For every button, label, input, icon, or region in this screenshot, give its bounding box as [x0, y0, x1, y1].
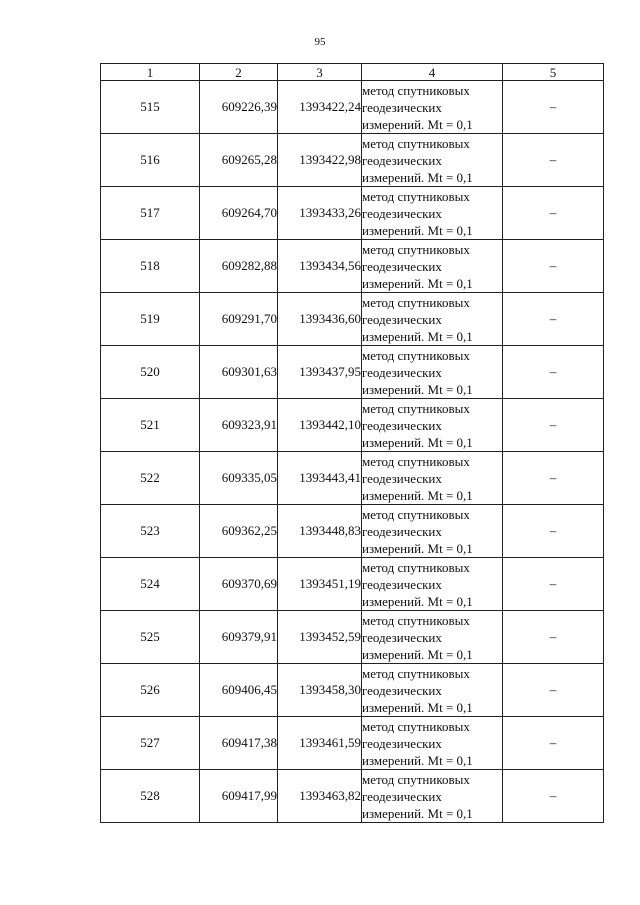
table-row	[101, 293, 604, 346]
x-coordinate-cell: 609323,91	[200, 399, 278, 452]
header-cell-3: 3	[278, 64, 362, 81]
table-body	[101, 81, 604, 823]
method-line: геодезических	[362, 311, 442, 327]
method-line: измерений. Mt = 0,1	[362, 540, 473, 556]
page-number: 95	[314, 36, 326, 48]
method-line: геодезических	[362, 523, 442, 539]
point-number-cell: 522	[101, 452, 200, 505]
table-row	[101, 346, 604, 399]
method-line: геодезических	[362, 682, 442, 698]
method-line: измерений. Mt = 0,1	[362, 328, 473, 344]
x-coordinate-cell: 609264,70	[200, 187, 278, 240]
point-number-cell: 515	[101, 81, 200, 134]
method-line: метод спутниковых	[362, 135, 470, 151]
table-header-row	[101, 64, 604, 81]
y-coordinate-cell: 1393448,83	[278, 505, 362, 558]
note-cell: –	[503, 558, 604, 611]
method-line: метод спутниковых	[362, 771, 470, 787]
table-row	[101, 187, 604, 240]
note-cell: –	[503, 346, 604, 399]
x-coordinate-cell: 609379,91	[200, 611, 278, 664]
table-row	[101, 558, 604, 611]
note-cell: –	[503, 770, 604, 823]
x-coordinate-cell: 609417,99	[200, 770, 278, 823]
note-cell: –	[503, 717, 604, 770]
method-line: измерений. Mt = 0,1	[362, 169, 473, 185]
method-line: геодезических	[362, 576, 442, 592]
y-coordinate-cell: 1393422,24	[278, 81, 362, 134]
method-line: измерений. Mt = 0,1	[362, 805, 473, 821]
header-cell-5: 5	[503, 64, 604, 81]
method-cell	[362, 558, 503, 611]
note-cell: –	[503, 81, 604, 134]
header-cell-1: 1	[101, 64, 200, 81]
x-coordinate-cell: 609406,45	[200, 664, 278, 717]
note-cell: –	[503, 187, 604, 240]
method-line: геодезических	[362, 629, 442, 645]
method-line: измерений. Mt = 0,1	[362, 487, 473, 503]
method-cell	[362, 452, 503, 505]
y-coordinate-cell: 1393437,95	[278, 346, 362, 399]
point-number-cell: 525	[101, 611, 200, 664]
point-number-cell: 517	[101, 187, 200, 240]
note-cell: –	[503, 611, 604, 664]
note-cell: –	[503, 505, 604, 558]
header-cell-4: 4	[362, 64, 503, 81]
method-line: геодезических	[362, 788, 442, 804]
point-number-cell: 523	[101, 505, 200, 558]
method-cell	[362, 293, 503, 346]
y-coordinate-cell: 1393434,56	[278, 240, 362, 293]
method-cell	[362, 664, 503, 717]
y-coordinate-cell: 1393443,41	[278, 452, 362, 505]
method-line: геодезических	[362, 205, 442, 221]
method-line: измерений. Mt = 0,1	[362, 381, 473, 397]
method-line: измерений. Mt = 0,1	[362, 699, 473, 715]
method-line: геодезических	[362, 99, 442, 115]
x-coordinate-cell: 609335,05	[200, 452, 278, 505]
note-cell: –	[503, 399, 604, 452]
method-line: метод спутниковых	[362, 188, 470, 204]
method-line: метод спутниковых	[362, 294, 470, 310]
point-number-cell: 524	[101, 558, 200, 611]
x-coordinate-cell: 609226,39	[200, 81, 278, 134]
method-line: измерений. Mt = 0,1	[362, 434, 473, 450]
table-row	[101, 81, 604, 134]
method-cell	[362, 505, 503, 558]
method-line: измерений. Mt = 0,1	[362, 593, 473, 609]
method-line: измерений. Mt = 0,1	[362, 646, 473, 662]
note-cell: –	[503, 134, 604, 187]
y-coordinate-cell: 1393433,26	[278, 187, 362, 240]
method-line: метод спутниковых	[362, 665, 470, 681]
method-line: измерений. Mt = 0,1	[362, 222, 473, 238]
method-cell	[362, 134, 503, 187]
y-coordinate-cell: 1393436,60	[278, 293, 362, 346]
point-number-cell: 519	[101, 293, 200, 346]
note-cell: –	[503, 293, 604, 346]
method-line: метод спутниковых	[362, 506, 470, 522]
x-coordinate-cell: 609370,69	[200, 558, 278, 611]
point-number-cell: 521	[101, 399, 200, 452]
method-cell	[362, 187, 503, 240]
method-line: измерений. Mt = 0,1	[362, 275, 473, 291]
table-row	[101, 770, 604, 823]
method-line: измерений. Mt = 0,1	[362, 752, 473, 768]
method-cell	[362, 770, 503, 823]
table-row	[101, 134, 604, 187]
method-cell	[362, 717, 503, 770]
table-row	[101, 240, 604, 293]
x-coordinate-cell: 609417,38	[200, 717, 278, 770]
point-number-cell: 516	[101, 134, 200, 187]
method-line: геодезических	[362, 364, 442, 380]
method-line: метод спутниковых	[362, 559, 470, 575]
table-row	[101, 452, 604, 505]
method-line: измерений. Mt = 0,1	[362, 116, 473, 132]
point-number-cell: 527	[101, 717, 200, 770]
method-cell	[362, 81, 503, 134]
y-coordinate-cell: 1393458,30	[278, 664, 362, 717]
method-cell	[362, 346, 503, 399]
method-line: метод спутниковых	[362, 400, 470, 416]
table-row	[101, 717, 604, 770]
table-row	[101, 505, 604, 558]
note-cell: –	[503, 664, 604, 717]
method-line: метод спутниковых	[362, 612, 470, 628]
method-cell	[362, 611, 503, 664]
x-coordinate-cell: 609362,25	[200, 505, 278, 558]
note-cell: –	[503, 240, 604, 293]
method-cell	[362, 240, 503, 293]
point-number-cell: 526	[101, 664, 200, 717]
method-line: геодезических	[362, 470, 442, 486]
method-line: метод спутниковых	[362, 241, 470, 257]
method-line: геодезических	[362, 735, 442, 751]
method-line: метод спутниковых	[362, 453, 470, 469]
y-coordinate-cell: 1393451,19	[278, 558, 362, 611]
header-cell-2: 2	[200, 64, 278, 81]
y-coordinate-cell: 1393461,59	[278, 717, 362, 770]
method-cell	[362, 399, 503, 452]
y-coordinate-cell: 1393422,98	[278, 134, 362, 187]
method-line: метод спутниковых	[362, 718, 470, 734]
point-number-cell: 528	[101, 770, 200, 823]
x-coordinate-cell: 609265,28	[200, 134, 278, 187]
note-cell: –	[503, 452, 604, 505]
coordinates-table	[100, 63, 604, 823]
table-row	[101, 664, 604, 717]
method-line: геодезических	[362, 258, 442, 274]
x-coordinate-cell: 609291,70	[200, 293, 278, 346]
method-line: геодезических	[362, 152, 442, 168]
x-coordinate-cell: 609301,63	[200, 346, 278, 399]
y-coordinate-cell: 1393463,82	[278, 770, 362, 823]
point-number-cell: 518	[101, 240, 200, 293]
method-line: геодезических	[362, 417, 442, 433]
point-number-cell: 520	[101, 346, 200, 399]
method-line: метод спутниковых	[362, 347, 470, 363]
y-coordinate-cell: 1393452,59	[278, 611, 362, 664]
x-coordinate-cell: 609282,88	[200, 240, 278, 293]
y-coordinate-cell: 1393442,10	[278, 399, 362, 452]
method-line: метод спутниковых	[362, 82, 470, 98]
table-row	[101, 399, 604, 452]
table-row	[101, 611, 604, 664]
